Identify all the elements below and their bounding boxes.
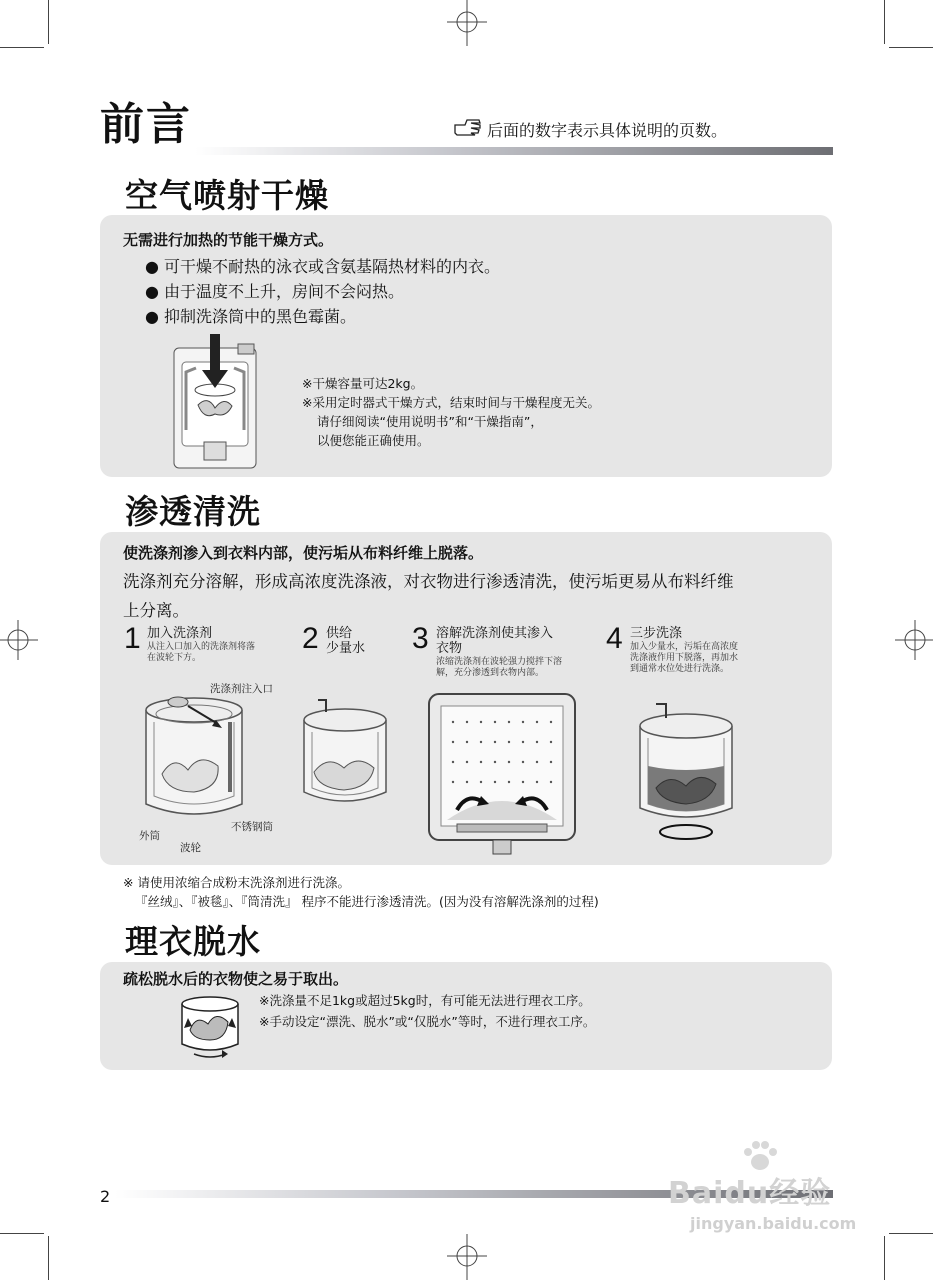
step-number: 1 bbox=[124, 622, 141, 655]
registration-mark bbox=[445, 0, 489, 48]
note-line: ※采用定时器式干燥方式，结束时间与干燥程度无关。 bbox=[302, 395, 600, 410]
step-title: 衣物 bbox=[436, 641, 463, 656]
label-detergent-inlet: 洗涤剂注入口 bbox=[210, 683, 273, 695]
section-title-untangle-spin: 理衣脱水 bbox=[125, 922, 261, 961]
note-line: 『丝绒』、『被毯』、『筒清洗』 程序不能进行渗透清洗。(因为没有溶解洗涤剂的过程) bbox=[135, 894, 599, 909]
note-line: ※ 请使用浓缩合成粉末洗涤剂进行洗涤。 bbox=[123, 875, 350, 890]
header-rule bbox=[195, 147, 833, 155]
watermark-url: jingyan.baidu.com bbox=[690, 1214, 857, 1233]
page-number: 2 bbox=[100, 1187, 111, 1206]
drum-step2-illustration bbox=[300, 692, 390, 814]
step-number: 2 bbox=[302, 622, 319, 655]
page-title: 前言 bbox=[100, 99, 192, 150]
note-line: 请仔细阅读“使用说明书”和“干燥指南”， bbox=[317, 414, 543, 429]
crop-mark bbox=[889, 1233, 933, 1234]
untangle-drum-icon bbox=[176, 994, 244, 1060]
paw-icon bbox=[740, 1138, 780, 1174]
section-title-air-dry: 空气喷射干燥 bbox=[125, 176, 329, 215]
drum-step3-illustration bbox=[427, 692, 577, 860]
hint-text: 后面的数字表示具体说明的页数。 bbox=[487, 121, 728, 140]
lead-text: 无需进行加热的节能干燥方式。 bbox=[123, 231, 334, 249]
body-text: 上分离。 bbox=[123, 601, 189, 620]
drum-step4-illustration bbox=[636, 696, 736, 842]
crop-mark bbox=[889, 47, 933, 48]
step-desc: 解，充分渗透到衣物内部。 bbox=[436, 668, 545, 678]
step-number: 3 bbox=[412, 622, 429, 655]
note-line: 以便您能正确使用。 bbox=[317, 433, 430, 448]
note-line: ※干燥容量可达2kg。 bbox=[302, 376, 424, 391]
pointing-hand-icon bbox=[453, 117, 483, 137]
crop-mark bbox=[0, 1233, 44, 1234]
note-line: ※洗涤量不足1kg或超过5kg时，有可能无法进行理衣工序。 bbox=[259, 993, 591, 1008]
drum-step1-illustration bbox=[138, 692, 250, 830]
step-desc: 浓缩洗涤剂在波轮强力搅拌下溶 bbox=[436, 657, 563, 667]
step-title: 加入洗涤剂 bbox=[147, 626, 213, 641]
bullet-item: ● 抑制洗涤筒中的黑色霉菌。 bbox=[145, 307, 357, 326]
step-number: 4 bbox=[606, 622, 623, 655]
registration-mark bbox=[893, 618, 933, 662]
lead-text: 使洗涤剂渗入到衣料内部，使污垢从布料纤维上脱落。 bbox=[123, 544, 484, 562]
crop-mark bbox=[884, 1236, 885, 1280]
crop-mark bbox=[48, 0, 49, 44]
label-pulsator: 波轮 bbox=[180, 842, 201, 854]
watermark-logo: Baidu经验 bbox=[668, 1176, 832, 1211]
air-dry-machine-illustration bbox=[168, 330, 260, 472]
step-title: 溶解洗涤剂使其渗入 bbox=[436, 626, 554, 641]
step-desc: 从注入口加入的洗涤剂将落 bbox=[147, 642, 256, 652]
crop-mark bbox=[0, 47, 44, 48]
registration-mark bbox=[445, 1232, 489, 1280]
step-desc: 加入少量水，污垢在高浓度 bbox=[630, 642, 739, 652]
step-title: 三步洗涤 bbox=[630, 626, 683, 641]
crop-mark bbox=[884, 0, 885, 44]
note-line: ※手动设定“漂洗、脱水”或“仅脱水”等时，不进行理衣工序。 bbox=[259, 1014, 596, 1029]
lead-text: 疏松脱水后的衣物使之易于取出。 bbox=[123, 970, 349, 988]
step-title: 少量水 bbox=[326, 641, 366, 656]
label-outer-tub: 外筒 bbox=[139, 830, 160, 842]
bullet-item: ● 可干燥不耐热的泳衣或含氨基隔热材料的内衣。 bbox=[145, 257, 501, 276]
section-title-penetration-wash: 渗透清洗 bbox=[125, 492, 261, 531]
step-desc: 到通常水位处进行洗涤。 bbox=[630, 664, 730, 674]
step-title: 供给 bbox=[326, 626, 353, 641]
label-steel-drum: 不锈钢筒 bbox=[231, 821, 273, 833]
registration-mark bbox=[0, 618, 40, 662]
bullet-item: ● 由于温度不上升，房间不会闷热。 bbox=[145, 282, 405, 301]
step-desc: 洗涤液作用下脱落，再加水 bbox=[630, 653, 739, 663]
step-desc: 在波轮下方。 bbox=[147, 653, 202, 663]
crop-mark bbox=[48, 1236, 49, 1280]
body-text: 洗涤剂充分溶解，形成高浓度洗涤液，对衣物进行渗透清洗，使污垢更易从布料纤维 bbox=[123, 572, 734, 591]
